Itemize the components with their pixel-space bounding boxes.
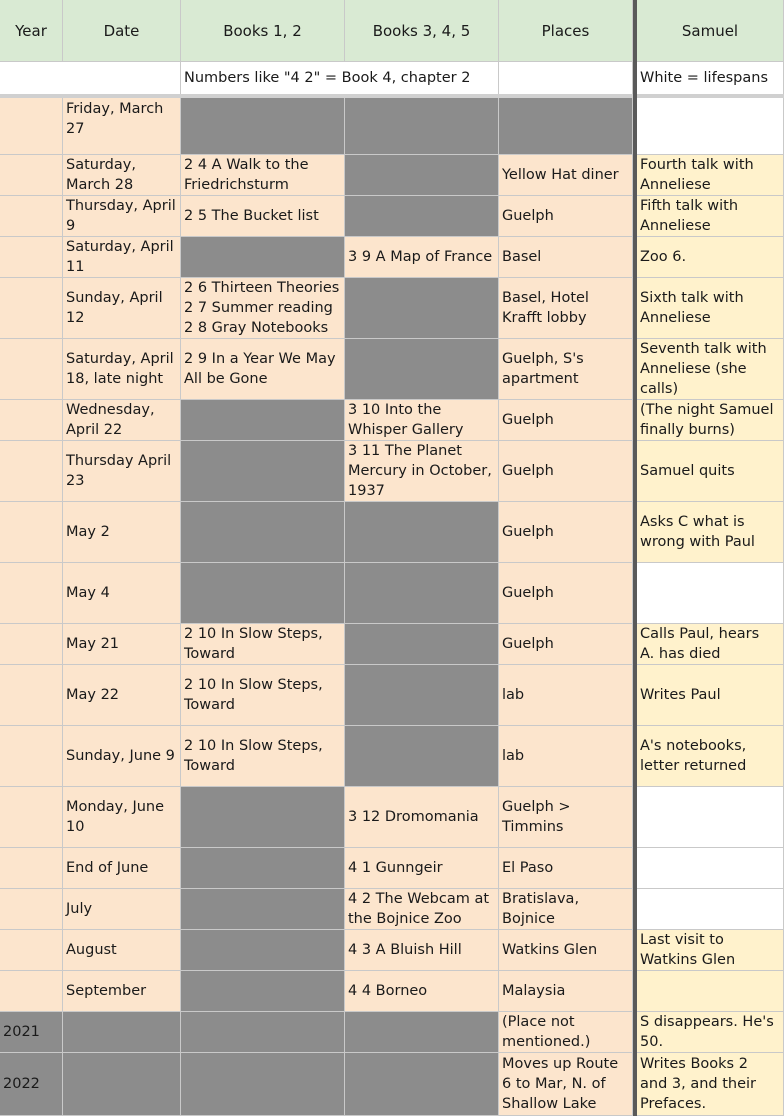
cell-year-row-8[interactable]	[0, 441, 63, 502]
frozen-columns-divider[interactable]	[633, 0, 637, 1116]
cell-books345-row-11[interactable]	[345, 624, 499, 665]
cell-books12-row-20[interactable]	[181, 1053, 345, 1116]
cell-date-row-5[interactable]: Sunday, April 12	[63, 278, 181, 339]
cell-places-row-19[interactable]: (Place not mentioned.)	[499, 1012, 633, 1053]
cell-date-row-19[interactable]	[63, 1012, 181, 1053]
cell-date-row-20[interactable]	[63, 1053, 181, 1116]
cell-books12-row-1[interactable]	[181, 98, 345, 155]
cell-samuel-row-14[interactable]	[637, 787, 784, 848]
cell-books345-row-9[interactable]	[345, 502, 499, 563]
note-cell-empty[interactable]	[0, 62, 181, 95]
cell-places-row-9[interactable]: Guelph	[499, 502, 633, 563]
cell-books345-row-15[interactable]: 4 1 Gunngeir	[345, 848, 499, 889]
cell-date-row-10[interactable]: May 4	[63, 563, 181, 624]
cell-date-row-12[interactable]: May 22	[63, 665, 181, 726]
cell-year-row-7[interactable]	[0, 400, 63, 441]
cell-places-row-20[interactable]: Moves up Route 6 to Mar, N. of Shallow Lake	[499, 1053, 633, 1116]
cell-books345-row-6[interactable]	[345, 339, 499, 400]
cell-samuel-row-1[interactable]	[637, 98, 784, 155]
header-places[interactable]: Places	[499, 0, 633, 62]
cell-books12-row-17[interactable]	[181, 930, 345, 971]
cell-places-row-13[interactable]: lab	[499, 726, 633, 787]
cell-books12-row-13[interactable]: 2 10 In Slow Steps, Toward	[181, 726, 345, 787]
cell-date-row-11[interactable]: May 21	[63, 624, 181, 665]
cell-books12-row-12[interactable]: 2 10 In Slow Steps, Toward	[181, 665, 345, 726]
cell-samuel-row-5[interactable]: Sixth talk with Anneliese	[637, 278, 784, 339]
cell-books345-row-12[interactable]	[345, 665, 499, 726]
cell-samuel-row-20[interactable]: Writes Books 2 and 3, and their Prefaces.	[637, 1053, 784, 1116]
cell-books12-row-19[interactable]	[181, 1012, 345, 1053]
cell-samuel-row-2[interactable]: Fourth talk with Anneliese	[637, 155, 784, 196]
cell-places-row-12[interactable]: lab	[499, 665, 633, 726]
cell-books12-row-7[interactable]	[181, 400, 345, 441]
cell-samuel-row-13[interactable]: A's notebooks, letter returned	[637, 726, 784, 787]
cell-places-row-6[interactable]: Guelph, S's apartment	[499, 339, 633, 400]
cell-books12-row-15[interactable]	[181, 848, 345, 889]
cell-books345-row-7[interactable]: 3 10 Into the Whisper Gallery	[345, 400, 499, 441]
header-year[interactable]: Year	[0, 0, 63, 62]
cell-date-row-18[interactable]: September	[63, 971, 181, 1012]
header-books-3-4-5[interactable]: Books 3, 4, 5	[345, 0, 499, 62]
cell-books345-row-18[interactable]: 4 4 Borneo	[345, 971, 499, 1012]
cell-books345-row-10[interactable]	[345, 563, 499, 624]
cell-date-row-9[interactable]: May 2	[63, 502, 181, 563]
cell-books345-row-4[interactable]: 3 9 A Map of France	[345, 237, 499, 278]
header-samuel[interactable]: Samuel	[637, 0, 784, 62]
cell-year-row-14[interactable]	[0, 787, 63, 848]
cell-books12-row-4[interactable]	[181, 237, 345, 278]
cell-samuel-row-3[interactable]: Fifth talk with Anneliese	[637, 196, 784, 237]
cell-date-row-7[interactable]: Wednesday, April 22	[63, 400, 181, 441]
cell-books12-row-16[interactable]	[181, 889, 345, 930]
cell-samuel-row-18[interactable]	[637, 971, 784, 1012]
cell-books12-row-3[interactable]: 2 5 The Bucket list	[181, 196, 345, 237]
cell-samuel-row-8[interactable]: Samuel quits	[637, 441, 784, 502]
cell-year-row-12[interactable]	[0, 665, 63, 726]
books-numbering-note[interactable]: Numbers like "4 2" = Book 4, chapter 2	[181, 62, 499, 95]
samuel-lifespans-note[interactable]: White = lifespans	[637, 62, 784, 95]
cell-books12-row-8[interactable]	[181, 441, 345, 502]
cell-samuel-row-9[interactable]: Asks C what is wrong with Paul	[637, 502, 784, 563]
cell-date-row-13[interactable]: Sunday, June 9	[63, 726, 181, 787]
cell-books345-row-2[interactable]	[345, 155, 499, 196]
cell-places-row-7[interactable]: Guelph	[499, 400, 633, 441]
cell-places-row-14[interactable]: Guelph > Timmins	[499, 787, 633, 848]
cell-year-row-20[interactable]: 2022	[0, 1053, 63, 1116]
cell-year-row-10[interactable]	[0, 563, 63, 624]
cell-samuel-row-12[interactable]: Writes Paul	[637, 665, 784, 726]
cell-year-row-3[interactable]	[0, 196, 63, 237]
cell-books12-row-9[interactable]	[181, 502, 345, 563]
cell-places-row-4[interactable]: Basel	[499, 237, 633, 278]
cell-date-row-16[interactable]: July	[63, 889, 181, 930]
cell-year-row-13[interactable]	[0, 726, 63, 787]
cell-date-row-2[interactable]: Saturday, March 28	[63, 155, 181, 196]
cell-places-row-3[interactable]: Guelph	[499, 196, 633, 237]
cell-samuel-row-19[interactable]: S disappears. He's 50.	[637, 1012, 784, 1053]
cell-date-row-17[interactable]: August	[63, 930, 181, 971]
cell-samuel-row-15[interactable]	[637, 848, 784, 889]
cell-date-row-8[interactable]: Thursday April 23	[63, 441, 181, 502]
cell-books345-row-16[interactable]: 4 2 The Webcam at the Bojnice Zoo	[345, 889, 499, 930]
cell-books345-row-1[interactable]	[345, 98, 499, 155]
cell-books345-row-20[interactable]	[345, 1053, 499, 1116]
cell-year-row-18[interactable]	[0, 971, 63, 1012]
cell-year-row-16[interactable]	[0, 889, 63, 930]
cell-samuel-row-7[interactable]: (The night Samuel finally burns)	[637, 400, 784, 441]
header-books-1-2[interactable]: Books 1, 2	[181, 0, 345, 62]
cell-date-row-1[interactable]: Friday, March 27	[63, 98, 181, 155]
cell-date-row-6[interactable]: Saturday, April 18, late night	[63, 339, 181, 400]
cell-books12-row-5[interactable]: 2 6 Thirteen Theories 2 7 Summer reading 2 8 Gray Notebooks	[181, 278, 345, 339]
cell-places-row-17[interactable]: Watkins Glen	[499, 930, 633, 971]
cell-books345-row-13[interactable]	[345, 726, 499, 787]
cell-books345-row-14[interactable]: 3 12 Dromomania	[345, 787, 499, 848]
cell-year-row-1[interactable]	[0, 98, 63, 155]
cell-places-row-11[interactable]: Guelph	[499, 624, 633, 665]
cell-books12-row-10[interactable]	[181, 563, 345, 624]
cell-year-row-4[interactable]	[0, 237, 63, 278]
cell-books345-row-19[interactable]	[345, 1012, 499, 1053]
cell-places-row-16[interactable]: Bratislava, Bojnice	[499, 889, 633, 930]
cell-books345-row-3[interactable]	[345, 196, 499, 237]
cell-places-row-5[interactable]: Basel, Hotel Krafft lobby	[499, 278, 633, 339]
cell-places-row-8[interactable]: Guelph	[499, 441, 633, 502]
cell-books12-row-18[interactable]	[181, 971, 345, 1012]
cell-books12-row-14[interactable]	[181, 787, 345, 848]
cell-books345-row-17[interactable]: 4 3 A Bluish Hill	[345, 930, 499, 971]
cell-date-row-14[interactable]: Monday, June 10	[63, 787, 181, 848]
cell-places-row-15[interactable]: El Paso	[499, 848, 633, 889]
cell-year-row-17[interactable]	[0, 930, 63, 971]
cell-year-row-19[interactable]: 2021	[0, 1012, 63, 1053]
cell-date-row-3[interactable]: Thursday, April 9	[63, 196, 181, 237]
cell-samuel-row-16[interactable]	[637, 889, 784, 930]
cell-year-row-15[interactable]	[0, 848, 63, 889]
cell-places-row-1[interactable]	[499, 98, 633, 155]
cell-books12-row-11[interactable]: 2 10 In Slow Steps, Toward	[181, 624, 345, 665]
cell-year-row-5[interactable]	[0, 278, 63, 339]
cell-date-row-15[interactable]: End of June	[63, 848, 181, 889]
cell-samuel-row-10[interactable]	[637, 563, 784, 624]
cell-books12-row-2[interactable]: 2 4 A Walk to the Friedrichsturm	[181, 155, 345, 196]
cell-year-row-9[interactable]	[0, 502, 63, 563]
cell-books345-row-5[interactable]	[345, 278, 499, 339]
cell-year-row-11[interactable]	[0, 624, 63, 665]
cell-year-row-6[interactable]	[0, 339, 63, 400]
cell-places-row-10[interactable]: Guelph	[499, 563, 633, 624]
cell-samuel-row-4[interactable]: Zoo 6.	[637, 237, 784, 278]
cell-samuel-row-11[interactable]: Calls Paul, hears A. has died	[637, 624, 784, 665]
cell-year-row-2[interactable]	[0, 155, 63, 196]
header-date[interactable]: Date	[63, 0, 181, 62]
cell-places-row-18[interactable]: Malaysia	[499, 971, 633, 1012]
cell-samuel-row-17[interactable]: Last visit to Watkins Glen	[637, 930, 784, 971]
cell-date-row-4[interactable]: Saturday, April 11	[63, 237, 181, 278]
cell-places-row-2[interactable]: Yellow Hat diner	[499, 155, 633, 196]
cell-samuel-row-6[interactable]: Seventh talk with Anneliese (she calls)	[637, 339, 784, 400]
cell-books345-row-8[interactable]: 3 11 The Planet Mercury in October, 1937	[345, 441, 499, 502]
note-cell-places[interactable]	[499, 62, 633, 95]
cell-books12-row-6[interactable]: 2 9 In a Year We May All be Gone	[181, 339, 345, 400]
